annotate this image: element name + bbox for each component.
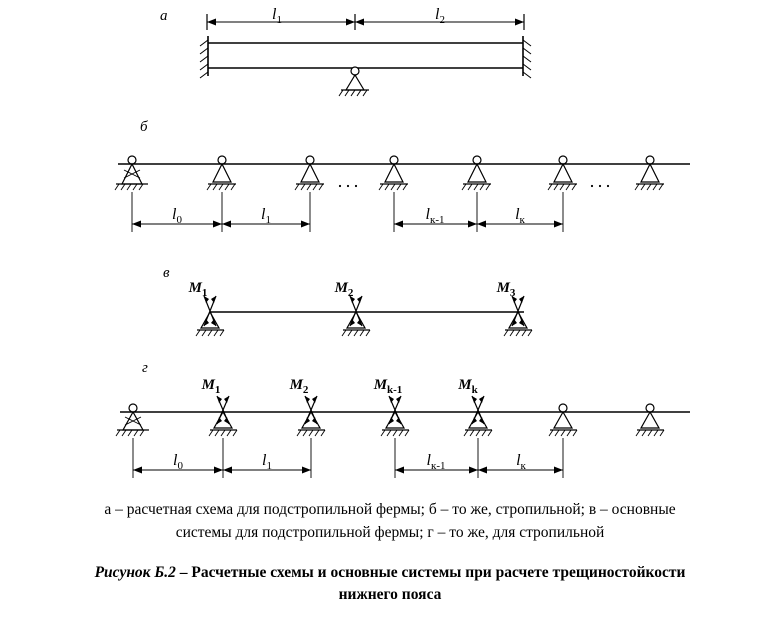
figure-title-line-2: нижнего пояса xyxy=(338,586,442,604)
panel-g-moment-support-2 xyxy=(297,396,325,436)
panel-v-support-left xyxy=(196,312,224,336)
panel-a-span-label-1: $l_1$ xyxy=(272,6,282,26)
figure-caption xyxy=(0,498,780,545)
panel-b-label: б xyxy=(140,119,148,135)
panel-g-span-label-1: $l_1$ xyxy=(262,452,272,472)
panel-a xyxy=(160,6,531,96)
panel-b xyxy=(115,119,690,232)
panel-g-label: г xyxy=(142,360,148,376)
panel-a-arrow-mid-right xyxy=(355,19,364,26)
panel-g-moment-label-1: $M_1$ xyxy=(201,377,221,396)
panel-b-span-label-2: $l_{к-1}$ xyxy=(425,206,445,226)
panel-a-arrow-mid-left xyxy=(346,19,355,26)
panel-g-dimension-lines xyxy=(133,467,563,474)
figure-number: Рисунок Б.2 xyxy=(94,564,176,581)
panel-g-span-label-2: $l_{к-1}$ xyxy=(426,452,446,472)
panel-a-left-wall-hatch xyxy=(200,40,208,78)
panel-g-moment-support-1 xyxy=(209,396,237,436)
panel-g-moment-support-3 xyxy=(381,396,409,436)
caption-line-1: а – расчетная схема для подстропильной фермы; б – то же, стропильной; в – основные xyxy=(104,501,676,518)
panel-v-label: в xyxy=(163,265,170,281)
panel-b-span-label-3: $l_к$ xyxy=(515,206,525,226)
panel-b-span-label-1: $l_1$ xyxy=(261,206,271,226)
panel-b-support-3 xyxy=(379,164,408,190)
figure-title-dash: – xyxy=(175,564,192,581)
figure-title-text-1: Расчетные схемы и основные системы при расчете трещиностойкости xyxy=(191,564,686,581)
panel-g xyxy=(116,360,690,478)
panel-g-moment-label-4: $M_k$ xyxy=(458,377,478,396)
panel-a-middle-hinge xyxy=(351,67,359,75)
panel-g-span-label-3: $l_к$ xyxy=(516,452,526,472)
panel-a-middle-support-hatch xyxy=(339,90,367,96)
panel-b-support-1 xyxy=(207,164,236,190)
panel-b-support-4 xyxy=(462,164,491,190)
panel-a-right-wall-hatch xyxy=(523,40,531,78)
panel-a-span-label-2: $l_2$ xyxy=(435,6,445,26)
panel-g-support-5 xyxy=(549,404,577,436)
panel-g-extension-lines xyxy=(133,438,563,478)
panel-g-support-0-hatch xyxy=(116,430,144,436)
panel-v-moment-label-1: $M_1$ xyxy=(188,280,208,299)
panel-b-support-2 xyxy=(295,164,324,190)
caption-line-2: системы для подстропильной фермы; г – то же, для стропильной xyxy=(175,524,605,542)
panel-g-moment-label-2: $M_2$ xyxy=(289,377,309,396)
panel-a-arrow-left xyxy=(207,19,216,26)
panel-g-span-label-0: $l_0$ xyxy=(173,452,183,472)
panel-v xyxy=(163,265,532,336)
panel-b-support-5 xyxy=(548,164,577,190)
panel-v-support-middle xyxy=(342,312,370,336)
panel-b-support-6 xyxy=(635,164,664,190)
panel-b-dimension-lines xyxy=(132,221,563,228)
figure-title xyxy=(0,562,780,607)
figure-title-line-1 xyxy=(20,562,760,584)
panel-v-moment-label-3: $M_3$ xyxy=(496,280,516,299)
panel-b-span-label-0: $l_0$ xyxy=(172,206,182,226)
panel-b-support-0-hatch xyxy=(115,184,143,190)
panel-g-support-6 xyxy=(636,404,664,436)
panel-g-moment-label-3: $M_{k-1}$ xyxy=(373,377,403,396)
panel-g-moment-support-4 xyxy=(464,396,492,436)
panel-a-middle-support-triangle xyxy=(346,75,364,90)
panel-v-support-right xyxy=(504,312,532,336)
panel-a-arrow-right xyxy=(515,19,524,26)
panel-a-label: а xyxy=(160,8,168,24)
panel-b-extension-lines xyxy=(132,192,563,232)
panel-v-moment-label-2: $M_2$ xyxy=(334,280,354,299)
